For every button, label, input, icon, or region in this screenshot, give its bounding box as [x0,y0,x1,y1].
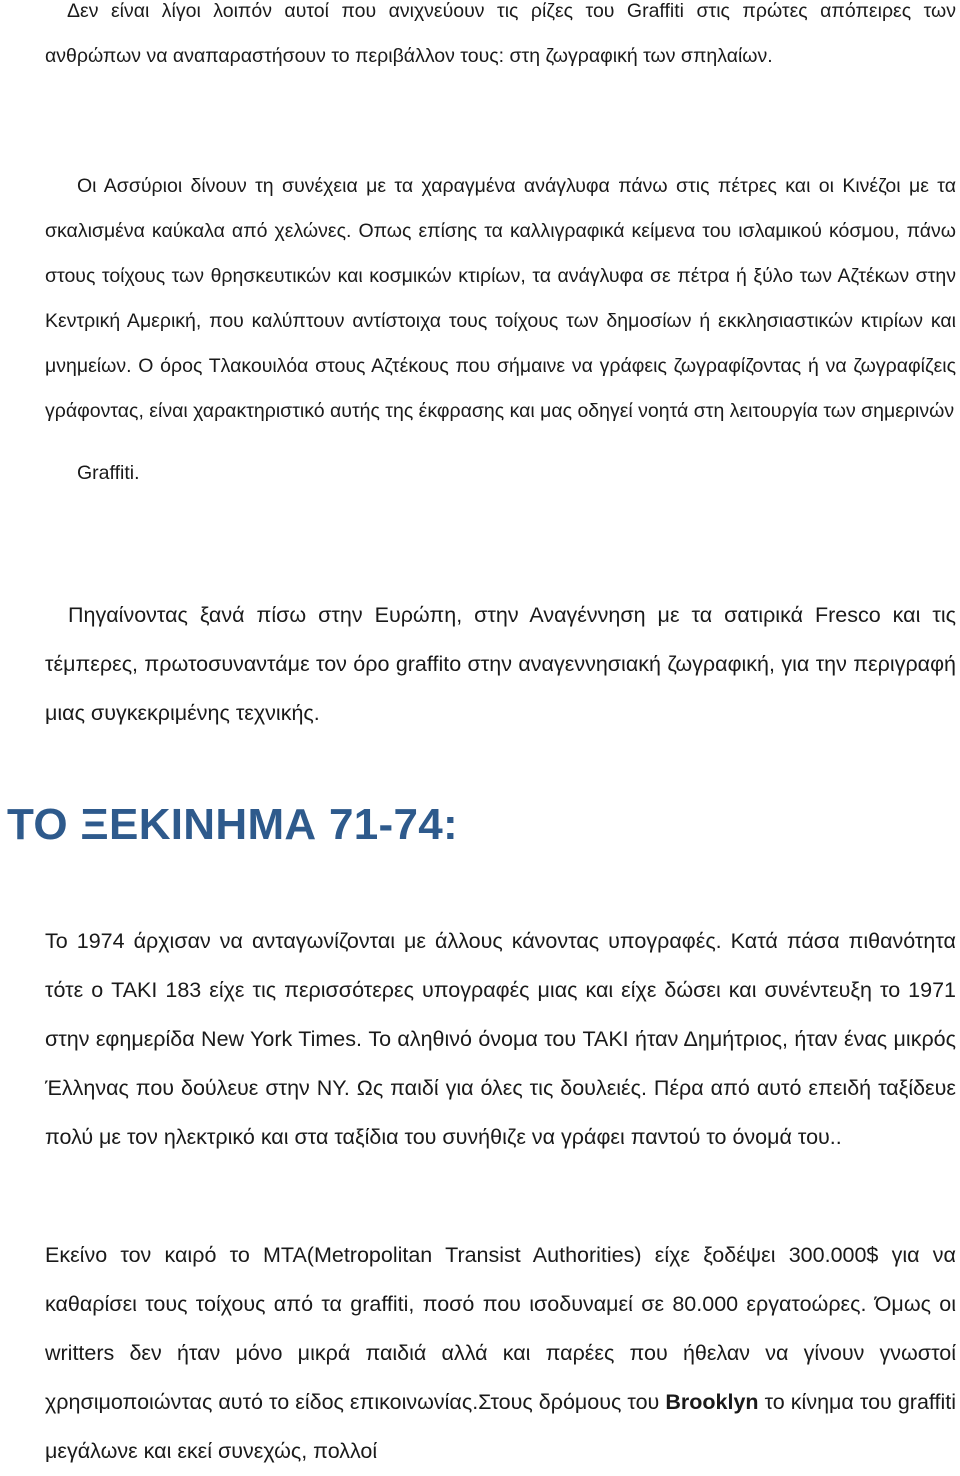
paragraph-ancient-civilizations-tail: Graffiti. [77,462,140,484]
brooklyn-bold-text: Brooklyn [665,1390,759,1414]
section-heading: ΤΟ ΞΕΚΙΝΗΜΑ 71-74: [7,800,458,849]
paragraph-cave-painting: Δεν είναι λίγοι λοιπόν αυτοί που ανιχνεύουν τις ρίζες του Graffiti στις πρώτες απόπειρες των ανθρώπων να αναπαραστήσουν το περιβάλλον τους: στη ζωγραφική των σπηλαίων. [45,0,956,67]
paragraph-renaissance: Πηγαίνοντας ξανά πίσω στην Ευρώπη, στην Αναγέννηση με τα σατιρικά Fresco και τις τέμπερες, πρωτοσυναντάμε τον όρο graffito στην αναγεννησιακή ζωγραφική, για την περιγραφή μιας συγκεκριμένης τεχνικής. [45,603,956,725]
paragraph-mta-brooklyn [45,1231,956,1476]
paragraph-mta-text: Εκείνο τον καιρό το MTA(Metropolitan Transist Authorities) είχε ξοδέψει 300.000$ για να καθαρίσει τους τοίχους από τα graffiti, ποσό που ισοδυναμεί σε 80.000 εργατοώρες. Όμως οι writters δεν ήταν μόνο μικρά παιδιά αλλά και παρέες που ήθελαν να γίνουν γνωστοί χρησιμοποιώντας αυτό το είδος επικοινωνίας.Στους δρόμους του [45,1243,956,1414]
paragraph-ancient-civilizations [45,164,956,496]
paragraph-ancient-civilizations-text: Οι Ασσύριοι δίνουν τη συνέχεια με τα χαραγμένα ανάγλυφα πάνω στις πέτρες και οι Κινέζοι με τα σκαλισμένα καύκαλα από χελώνες. Οπως επίσης τα καλλιγραφικά κείμενα του ισλαμικού κόσμου, πάνω στους τοίχους των θρησκευτικών και κοσμικών κτιρίων, τα ανάγλυφα σε πέτρα ή ξύλο των Αζτέκων στην Κεντρική Αμερική, που καλύπτουν αντίστοιχα τους τοίχους των δημοσίων ή εκκλησιαστικών κτιρίων και μνημείων. Ο όρος Τλακουιλόα στους Αζτέκους που σήμαινε να γράφεις ζωγραφίζοντας ή να ζωγραφίζεις γράφοντας, είναι χαρακτηριστικό αυτής της έκφρασης και μας οδηγεί νοητά στη λειτουργία των σημερινών [45,175,956,422]
paragraph-mta-text-end: το κίνημα του graffiti μεγάλωνε και εκεί συνεχώς, πολλοί [45,1390,956,1463]
paragraph-taki-183: Το 1974 άρχισαν να ανταγωνίζονται με άλλους κάνοντας υπογραφές. Κατά πάσα πιθανότητα τότε ο TAKI 183 είχε τις περισσότερες υπογραφές μιας και είχε δώσει και συνέντευξη το 1971 στην εφημερίδα New York Times. Το αληθινό όνομα του TAKI ήταν Δημήτριος, ήταν ένας μικρός Έλληνας που δούλευε στην NY. Ως παιδί για όλες τις δουλειές. Πέρα από αυτό επειδή ταξίδευε πολύ με τον ηλεκτρικό και στα ταξίδια του συνήθιζε να γράφει παντού το όνομά του.. [45,929,956,1149]
